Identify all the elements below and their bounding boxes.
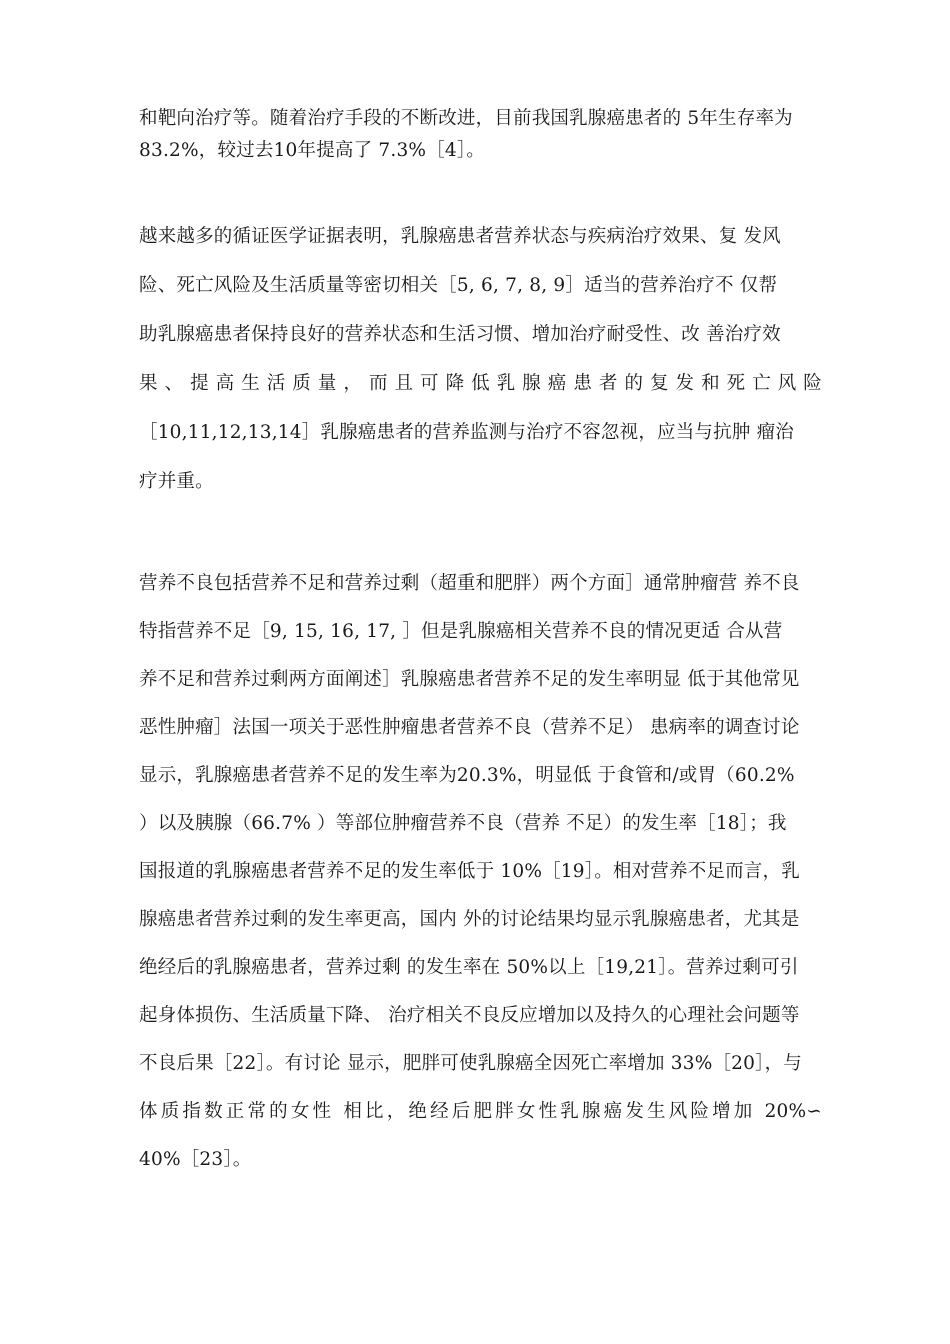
text-line: 不良后果［22］。有讨论 显示，肥胖可使乳腺癌全因死亡率增加 33%［20］，与 — [139, 1053, 802, 1074]
paragraph-nutrition-evidence — [139, 225, 822, 519]
paragraph-malnutrition — [139, 572, 822, 1196]
text-line: ）以及胰腺（66.7% ）等部位肿瘤营养不良（营养 不足）的发生率［18］；我 — [139, 813, 787, 834]
text-line: 腺癌患者营养过剩的发生率更高，国内 外的讨论结果均显示乳腺癌患者，尤其是 — [139, 909, 800, 930]
text-line: 起身体损伤、生活质量下降、 治疗相关不良反应增加以及持久的心理社会问题等 — [139, 1005, 800, 1026]
text-line: 疗并重。 — [139, 471, 214, 492]
text-line: 83.2%，较过去10年提高了 7.3%［4］。 — [139, 140, 486, 161]
text-line: 越来越多的循证医学证据表明，乳腺癌患者营养状态与疾病治疗效果、复 发风 — [139, 226, 781, 247]
text-line: 果、提高生活质量，而且可降低乳腺癌患者的复发和死亡风险 — [139, 373, 822, 394]
text-line: 恶性肿瘤］法国一项关于恶性肿瘤患者营养不良（营养不足） 患病率的调查讨论 — [139, 717, 800, 738]
text-line: 营养不良包括营养不足和营养过剩（超重和肥胖）两个方面］通常肿瘤营 养不良 — [139, 573, 800, 594]
text-line: 国报道的乳腺癌患者营养不足的发生率低于 10%［19］。相对营养不足而言，乳 — [139, 861, 800, 882]
text-line: 40%［23］。 — [139, 1149, 252, 1170]
text-line: 险、死亡风险及生活质量等密切相关［5, 6, 7, 8, 9］适当的营养治疗不 仅帮 — [139, 275, 778, 296]
paragraph-survival-rate — [139, 107, 822, 171]
text-line: 显示，乳腺癌患者营养不足的发生率为20.3%，明显低 于食管和/或胃（60.2% — [139, 765, 795, 786]
text-line: 特指营养不足［9, 15, 16, 17, ］但是乳腺癌相关营养不良的情况更适 合从营 — [139, 621, 783, 642]
text-line: ［10,11,12,13,14］乳腺癌患者的营养监测与治疗不容忽视，应当与抗肿 瘤治 — [139, 422, 795, 443]
text-line: 助乳腺癌患者保持良好的营养状态和生活习惯、增加治疗耐受性、改 善治疗效 — [139, 324, 781, 345]
text-line: 体质指数正常的女性 相比，绝经后肥胖女性乳腺癌发生风险增加 20%∽ — [139, 1101, 822, 1122]
text-line: 绝经后的乳腺癌患者，营养过剩 的发生率在 50%以上［19,21］。营养过剩可引 — [139, 957, 799, 978]
text-line: 和靶向治疗等。随着治疗手段的不断改进，目前我国乳腺癌患者的 5年生存率为 — [139, 108, 793, 129]
text-line: 养不足和营养过剩两方面阐述］乳腺癌患者营养不足的发生率明显 低于其他常见 — [139, 669, 800, 690]
